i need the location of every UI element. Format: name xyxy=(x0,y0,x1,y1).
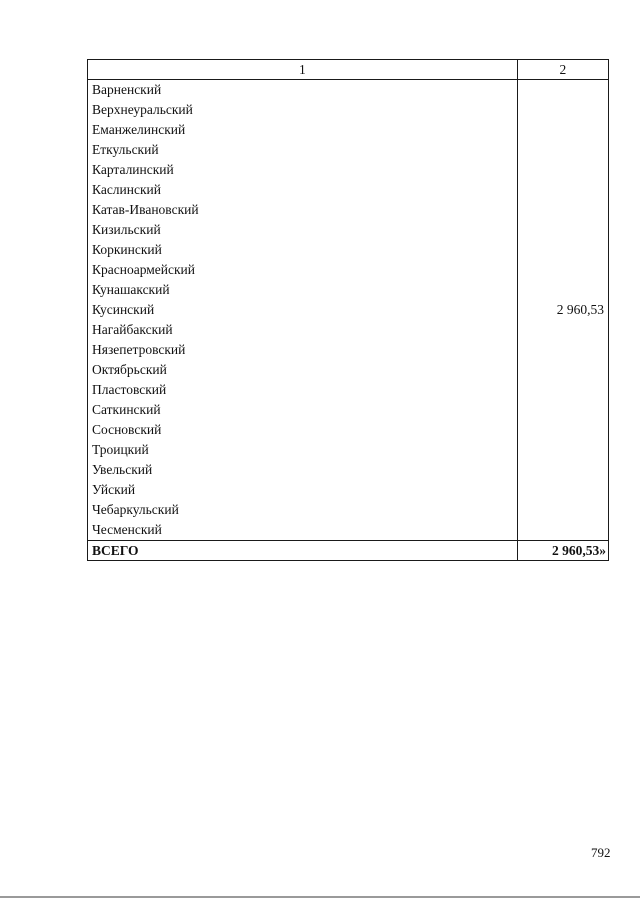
district-name: Еманжелинский xyxy=(92,122,186,137)
column-header-2: 2 xyxy=(517,60,608,80)
district-name: Пластовский xyxy=(92,382,167,397)
district-name: Коркинский xyxy=(92,242,162,257)
district-name: Верхнеуральский xyxy=(92,102,193,117)
district-name: Варненский xyxy=(92,82,162,97)
district-name: Нязепетровский xyxy=(92,342,186,357)
districts-row xyxy=(88,80,609,541)
column-header-1: 1 xyxy=(88,60,518,80)
district-name: Уйский xyxy=(92,482,136,497)
district-name: Сосновский xyxy=(92,422,162,437)
district-name: Красноармейский xyxy=(92,262,196,277)
district-name: Кунашакский xyxy=(92,282,170,297)
district-name: Троицкий xyxy=(92,442,149,457)
district-name: Карталинский xyxy=(92,162,174,177)
district-name: Каслинский xyxy=(92,182,161,197)
total-label: ВСЕГО xyxy=(88,541,518,561)
total-row xyxy=(88,541,609,561)
shared-value-cell: 2 960,53 xyxy=(517,80,608,541)
district-name: Нагайбакский xyxy=(92,322,173,337)
district-name: Катав-Ивановский xyxy=(92,202,199,217)
district-list-cell xyxy=(88,80,518,541)
district-name: Еткульский xyxy=(92,142,159,157)
total-value: 2 960,53» xyxy=(517,541,608,561)
district-name: Кусинский xyxy=(92,302,155,317)
bottom-rule xyxy=(0,896,640,898)
table-header-row xyxy=(88,60,609,80)
district-name: Саткинский xyxy=(92,402,161,417)
district-name: Октябрьский xyxy=(92,362,167,377)
district-name: Кизильский xyxy=(92,222,161,237)
district-table xyxy=(87,59,609,561)
district-name: Увельский xyxy=(92,462,153,477)
page-number: 792 xyxy=(591,845,611,860)
district-name: Чесменский xyxy=(92,522,162,537)
district-name: Чебаркульский xyxy=(92,502,179,517)
